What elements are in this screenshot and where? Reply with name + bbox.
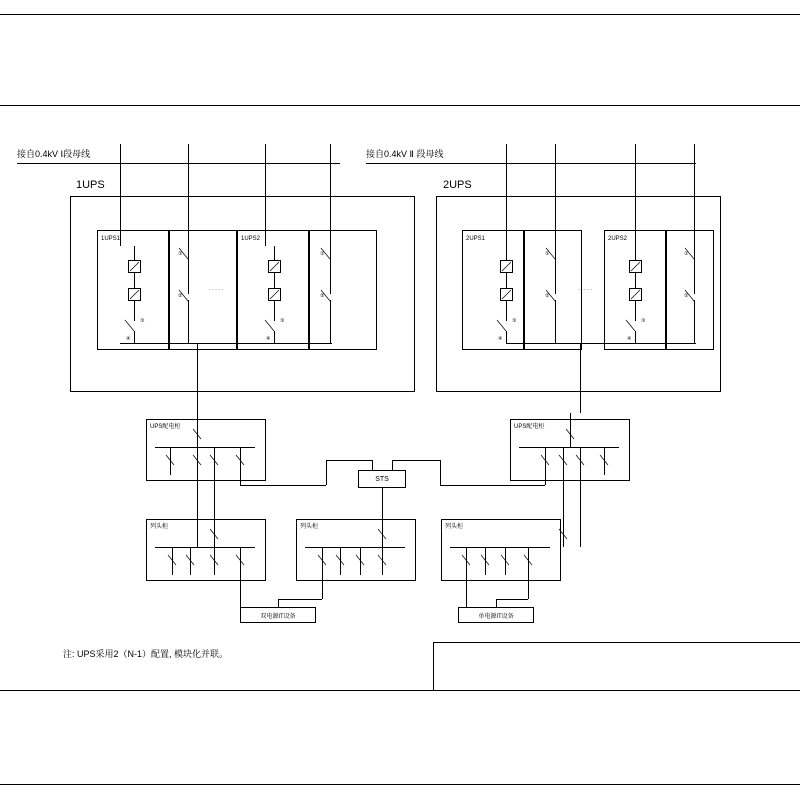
row-head-3-label: 列头柜 (445, 524, 464, 530)
sheet-divider-vertical (433, 642, 434, 690)
dual-load-feed-drop (278, 599, 279, 607)
row-head-2-sw2 (333, 554, 349, 566)
load-dual-power-it[interactable]: 双电源IT设备 (240, 607, 316, 623)
row-head-3-sw1 (459, 554, 475, 566)
single-load-feed-drop (496, 599, 497, 607)
ups-dist-left-sw3 (207, 454, 223, 466)
branch-2ups1-mid (506, 273, 507, 288)
drawing-note: 注: UPS采用2（N-1）配置, 模块化并联。 (63, 649, 229, 659)
inverter-1ups2 (268, 288, 281, 301)
mark-2ups2-c: ① (684, 251, 689, 257)
bypass-1ups1-bot (188, 300, 189, 343)
branch-1ups1-down (134, 331, 135, 343)
switch-2ups2-bypass-top (680, 246, 700, 260)
ups-dist-right-sw3 (573, 454, 589, 466)
ellipsis-left: ····· (209, 287, 224, 293)
mark-1ups1-a: ③ (140, 318, 145, 324)
mark-1ups2-d: ② (320, 293, 325, 299)
cabinet-label-1ups2: 1UPS2 (241, 236, 261, 242)
sts-left-feed-v2 (326, 460, 327, 485)
sts-left-feed-v3 (372, 460, 373, 470)
row-head-1-sw1 (165, 554, 181, 566)
row-head-2-main-switch (375, 528, 391, 540)
mark-1ups2-c: ① (320, 251, 325, 257)
ups-dist-right-sw2 (556, 454, 572, 466)
switch-1ups2-out (260, 318, 280, 332)
row-head-3-incoming-b (580, 475, 581, 547)
bypass-2ups2-top (694, 246, 695, 260)
bypass-1ups1-top (188, 246, 189, 260)
row-head-1-label: 列头柜 (150, 524, 169, 530)
row-head-2-incoming (382, 516, 383, 547)
sts-output-lead (382, 488, 383, 516)
rectifier-1ups2 (268, 260, 281, 273)
branch-2ups2-down (635, 331, 636, 343)
ups-dist-left-sw1 (163, 454, 179, 466)
single-load-feed-b (528, 575, 529, 599)
mark-2ups1-a: ③ (512, 318, 517, 324)
row-head-3-bus (450, 547, 550, 548)
cabinet-label-2ups2: 2UPS2 (608, 236, 628, 242)
switch-2ups2-out (621, 318, 641, 332)
mark-2ups2-b: ④ (627, 336, 632, 342)
sheet-line-lower (0, 690, 800, 691)
row-head-1-sw3 (207, 554, 223, 566)
inverter-2ups2 (629, 288, 642, 301)
mark-1ups1-b: ④ (126, 336, 131, 342)
sts-left-feed-v1 (240, 475, 241, 485)
group-left-label: 1UPS (76, 179, 105, 191)
row-head-3-main-switch (556, 528, 572, 540)
single-load-feed-h (496, 599, 528, 600)
sts-left-feed-h1 (240, 485, 326, 486)
branch-2ups1-down (506, 331, 507, 343)
ups-dist-left-main-switch (190, 428, 206, 440)
switch-1ups1-out (120, 318, 140, 332)
inverter-1ups1 (128, 288, 141, 301)
sheet-line-top (0, 14, 800, 15)
bypass-1ups2-bot (330, 300, 331, 343)
branch-2ups2-mid (635, 273, 636, 288)
ups-dist-right-main-switch (563, 428, 579, 440)
switch-1ups2-bypass-bot (316, 288, 336, 302)
row-head-2-sw3 (353, 554, 369, 566)
dual-load-feed-mid-h (278, 599, 322, 600)
branch-1ups2-main (274, 246, 275, 260)
ups-dist-right-sw1 (538, 454, 554, 466)
sts-right-feed-h2 (392, 460, 440, 461)
mark-1ups2-a: ③ (280, 318, 285, 324)
mark-2ups2-d: ② (684, 293, 689, 299)
row-head-1-sw2 (183, 554, 199, 566)
mark-2ups1-c: ① (545, 251, 550, 257)
ups-dist-left-label: UPS配电柜 (150, 424, 181, 430)
branch-1ups1-main (134, 246, 135, 260)
sts-right-feed-v2 (440, 460, 441, 485)
bypass-2ups1-bot (555, 300, 556, 343)
cabinet-label-1ups1: 1UPS1 (101, 236, 121, 242)
row-head-2-bus (305, 547, 405, 548)
switch-1ups2-bypass-top (316, 246, 336, 260)
row-head-3-sw4 (521, 554, 537, 566)
switch-2ups2-bypass-bot (680, 288, 700, 302)
ups-dist-right-sw4 (597, 454, 613, 466)
source-left-bus (17, 163, 340, 164)
cabinet-cell-2ups1 (462, 230, 524, 350)
mark-1ups1-d: ② (178, 293, 183, 299)
row-head-3-sw3 (498, 554, 514, 566)
left-group-downlead (197, 343, 198, 413)
row-head-2-sw1 (315, 554, 331, 566)
row-head-1-main-switch (207, 528, 223, 540)
bypass-1ups2-top (330, 246, 331, 260)
sheet-line-bottom (0, 784, 800, 785)
mark-1ups1-c: ① (178, 251, 183, 257)
branch-2ups1-main (506, 246, 507, 260)
sheet-line-upper (0, 105, 800, 106)
group-right-label: 2UPS (443, 179, 472, 191)
row-head-1-sw4 (233, 554, 249, 566)
rectifier-1ups1 (128, 260, 141, 273)
row-head-2-label: 列头柜 (300, 524, 319, 530)
rectifier-2ups1 (500, 260, 513, 273)
row-head-2-sw4 (375, 554, 391, 566)
right-group-downlead (580, 343, 581, 413)
sts-left-feed-h2 (326, 460, 372, 461)
switch-2ups1-bypass-bot (541, 288, 561, 302)
sts-right-feed-h1 (440, 485, 545, 486)
mark-1ups2-b: ④ (266, 336, 271, 342)
load-single-power-it[interactable]: 单电源IT设备 (458, 607, 534, 623)
row-head-1-incoming-b (197, 475, 198, 547)
rectifier-2ups2 (629, 260, 642, 273)
cabinet-label-2ups1: 2UPS1 (466, 236, 486, 242)
right-collect-bus (506, 343, 696, 344)
source-right-bus (366, 163, 696, 164)
row-head-3-sw2 (478, 554, 494, 566)
bypass-2ups2-bot (694, 300, 695, 343)
branch-1ups2-down (274, 331, 275, 343)
sts-right-feed-v1 (545, 475, 546, 485)
ups-dist-left-sw2 (190, 454, 206, 466)
dual-load-feed-mid-v (322, 575, 323, 599)
sts-box[interactable]: STS (358, 470, 406, 488)
ups-dist-right-label: UPS配电柜 (514, 424, 545, 430)
inverter-2ups1 (500, 288, 513, 301)
branch-1ups2-mid (274, 273, 275, 288)
ups-dist-left-sw4 (233, 454, 249, 466)
switch-1ups1-bypass-bot (174, 288, 194, 302)
bypass-2ups1-top (555, 246, 556, 260)
mark-2ups1-d: ② (545, 293, 550, 299)
branch-2ups2-main (635, 246, 636, 260)
left-collect-bus (120, 343, 332, 344)
mark-2ups1-b: ④ (498, 336, 503, 342)
dual-load-feed-left (240, 575, 241, 607)
titleblock-top (433, 642, 800, 643)
branch-1ups1-mid (134, 273, 135, 288)
source-left-label: 接自0.4kV Ⅰ段母线 (17, 149, 91, 159)
switch-1ups1-bypass-top (174, 246, 194, 260)
switch-2ups1-bypass-top (541, 246, 561, 260)
source-right-label: 接自0.4kV Ⅱ 段母线 (366, 149, 444, 159)
switch-2ups1-out (492, 318, 512, 332)
sts-right-feed-v3 (392, 460, 393, 470)
single-load-feed-a (466, 575, 467, 607)
ellipsis-right: ····· (578, 287, 593, 293)
mark-2ups2-a: ③ (641, 318, 646, 324)
